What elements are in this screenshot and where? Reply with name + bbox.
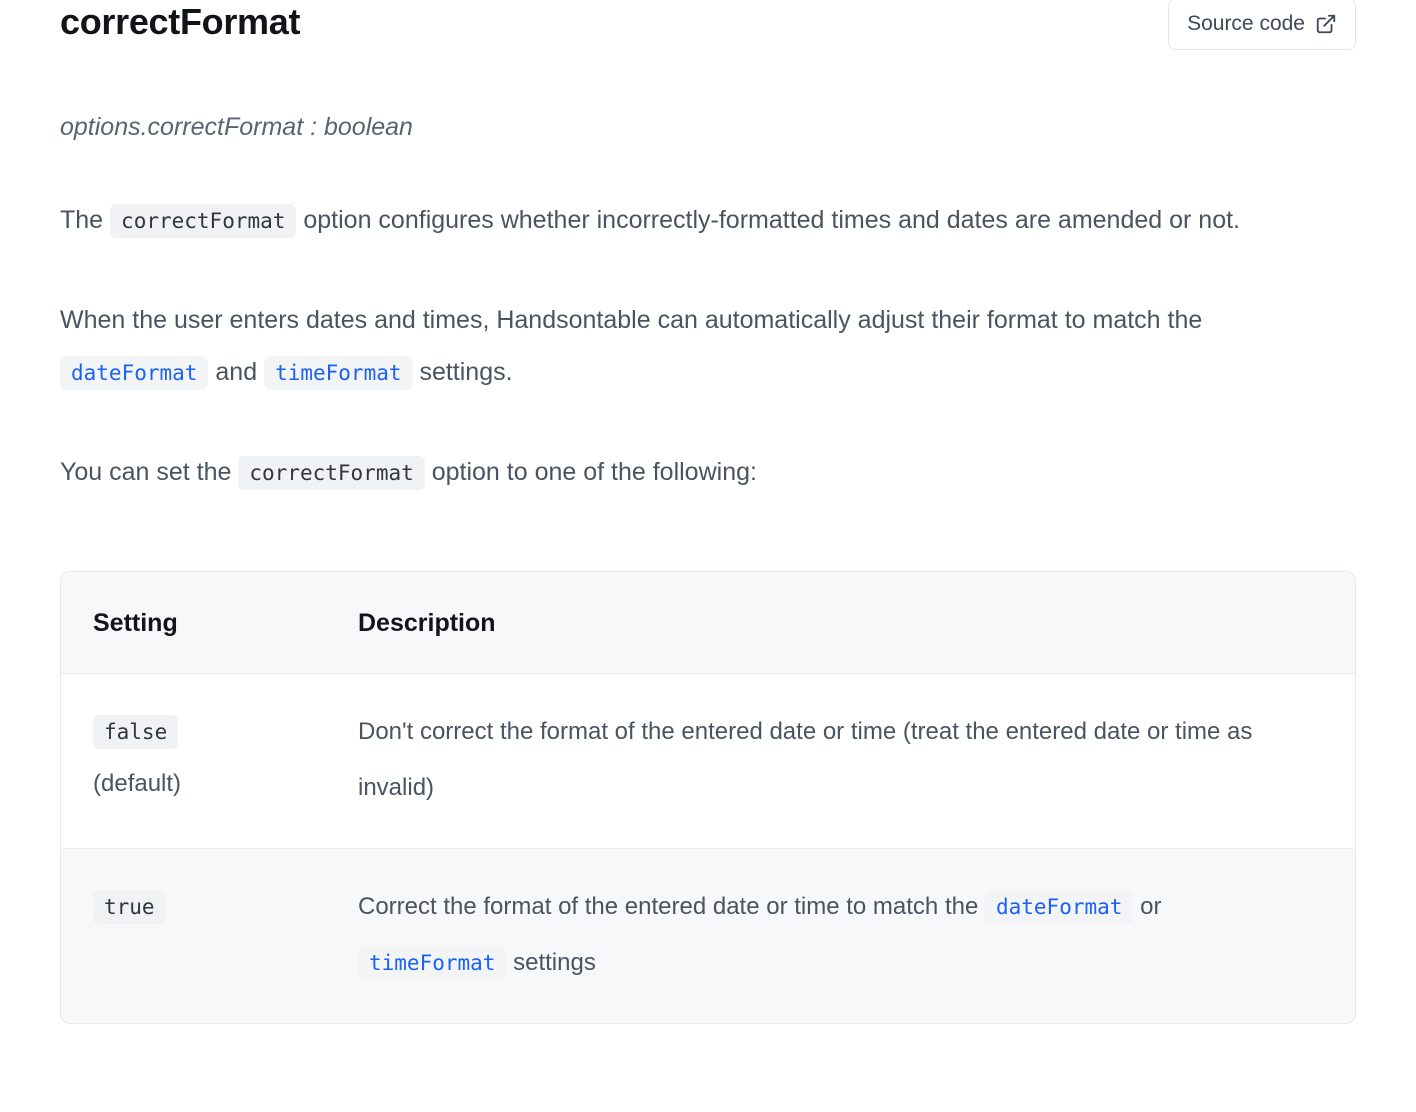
settings-table-head [61,572,1355,674]
paragraph-3-before: You can set the [60,458,232,486]
page-title: correctFormat [60,1,301,42]
description-true-after: settings [513,949,596,976]
code-correct-format: correctFormat [110,204,296,238]
table-row [61,674,1355,849]
code-time-format-link[interactable]: timeFormat [264,356,412,390]
code-time-format-link-2[interactable]: timeFormat [358,946,506,980]
code-date-format-link[interactable]: dateFormat [60,356,208,390]
setting-default-note: (default) [93,770,182,797]
setting-cell-false [61,674,326,849]
source-code-label: Source code [1187,12,1305,35]
table-header-row [61,572,1355,674]
code-true: true [93,890,166,924]
paragraph-2-middle: and [215,358,258,386]
settings-table [61,572,1355,1023]
table-row [61,849,1355,1024]
column-header-setting: Setting [61,572,326,674]
code-correct-format-2: correctFormat [238,456,424,490]
setting-cell-true [61,849,326,1024]
settings-table-body [61,674,1355,1024]
paragraph-3-after: option to one of the following: [431,458,757,486]
settings-table-wrapper [60,571,1356,1024]
description-true-middle: or [1140,893,1162,920]
description-cell-false [326,674,1355,849]
paragraph-2-after: settings. [419,358,513,386]
paragraph-1-before: The [60,206,104,234]
description-false-text: Don't correct the format of the entered date or time (treat the entered date or time as invalid) [358,718,1253,801]
column-header-description: Description [326,572,1355,674]
description-true-before: Correct the format of the entered date or time to match the [358,893,979,920]
paragraph-1-after: option configures whether incorrectly-formatted times and dates are amended or not. [303,206,1240,234]
page-header [60,0,1356,50]
paragraph-2-before: When the user enters dates and times, Handsontable can automatically adjust their format to match the [60,306,1203,334]
paragraph-settings-intro [60,446,1356,499]
paragraph-format-matching [60,294,1356,399]
code-date-format-link-2[interactable]: dateFormat [985,890,1133,924]
description-cell-true [326,849,1355,1024]
code-false: false [93,715,178,749]
external-link-icon [1315,13,1337,35]
source-code-button[interactable] [1168,0,1356,50]
paragraph-description [60,194,1356,247]
option-signature: options.correctFormat : boolean [60,113,413,141]
